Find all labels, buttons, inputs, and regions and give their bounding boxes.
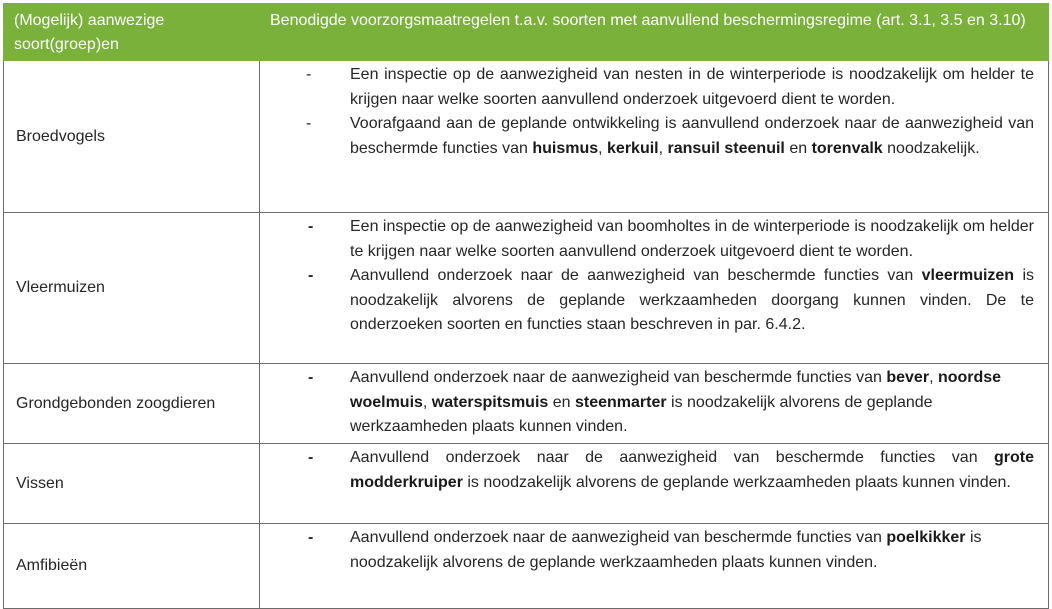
measure-text: Aanvullend onderzoek naar de aanwezigheid van beschermde functies van bever, noordse woelmuis, waterspitsmuis en steenmarter is noodzakelijk alvorens de geplande werkzaamheden plaats kunnen vinden. — [350, 369, 1002, 436]
species-name: steenmarter — [574, 393, 667, 411]
table-row — [4, 444, 1049, 524]
species-name: ransuil steenuil — [667, 139, 785, 157]
header-species: (Mogelijk) aanwezige soort(groep)en — [4, 4, 260, 61]
measures-table — [3, 3, 1049, 609]
species-name: noordse woelmuis — [350, 369, 1002, 411]
dash-bullet: - — [308, 449, 314, 466]
table-row — [4, 364, 1049, 444]
measure-item — [260, 215, 1034, 264]
measures-cell — [260, 364, 1049, 444]
measures-cell — [260, 444, 1049, 524]
measure-item — [260, 526, 1034, 575]
measure-item — [260, 63, 1034, 112]
species-name: waterspitsmuis — [431, 393, 549, 411]
measure-item — [260, 366, 1034, 440]
species-cell: Broedvogels — [4, 61, 260, 213]
dash-bullet: - — [308, 218, 314, 235]
measure-item — [260, 112, 1034, 161]
measure-text: Een inspectie op de aanwezigheid van nesten in de winterperiode is noodzakelijk om helder te krijgen naar welke soorten aanvullend onderzoek uitgevoerd dient te worden. — [350, 66, 1034, 108]
dash-bullet: - — [306, 115, 312, 133]
species-name: vleermuizen — [921, 267, 1015, 285]
measures-cell — [260, 524, 1049, 609]
species-cell: Vleermuizen — [4, 213, 260, 364]
species-name: huismus — [532, 139, 599, 157]
measure-text: Voorafgaand aan de geplande ontwikkeling is aanvullend onderzoek naar de aanwezigheid van beschermde functies van huismus, kerkuil, ransuil steenuil en torenvalk noodzakelijk. — [350, 115, 1034, 157]
dash-bullet: - — [306, 66, 312, 83]
measure-item — [260, 264, 1034, 338]
measure-text: Aanvullend onderzoek naar de aanwezigheid van beschermde functies van grote modderkruiper is noodzakelijk alvorens de geplande werkzaamheden plaats kunnen vinden. — [350, 449, 1034, 491]
dash-bullet: - — [308, 529, 314, 546]
dash-bullet: - — [308, 369, 314, 386]
species-cell: Amfibieën — [4, 524, 260, 609]
measures-cell — [260, 213, 1049, 364]
table-header-row — [4, 4, 1049, 61]
measure-item — [260, 446, 1034, 495]
measure-text: Een inspectie op de aanwezigheid van boomholtes in de winterperiode is noodzakelijk om helder te krijgen naar welke soorten aanvullend onderzoek uitgevoerd dient te worden. — [350, 218, 1034, 260]
species-name: bever — [886, 369, 930, 386]
species-cell: Vissen — [4, 444, 260, 524]
measure-text: Aanvullend onderzoek naar de aanwezigheid van beschermde functies van vleermuizen is noodzakelijk alvorens de geplande werkzaamheden doorgang kunnen vinden. De te onderzoeken soorten en functies staan beschreven in par. 6.4.2. — [350, 267, 1034, 334]
dash-bullet: - — [308, 267, 314, 285]
species-name: poelkikker — [886, 529, 966, 546]
table-row — [4, 213, 1049, 364]
measure-text: Aanvullend onderzoek naar de aanwezigheid van beschermde functies van poelkikker is noodzakelijk alvorens de geplande werkzaamheden plaats kunnen vinden. — [350, 529, 982, 571]
species-name: torenvalk — [811, 139, 883, 157]
species-cell: Grondgebonden zoogdieren — [4, 364, 260, 444]
table-row — [4, 524, 1049, 609]
header-measures: Benodigde voorzorgsmaatregelen t.a.v. soorten met aanvullend beschermingsregime (art. 3.1, 3.5 en 3.10) — [260, 4, 1049, 61]
measures-cell — [260, 61, 1049, 213]
species-name: kerkuil — [607, 139, 659, 157]
species-name: grote modderkruiper — [350, 449, 1034, 491]
table-row — [4, 61, 1049, 213]
